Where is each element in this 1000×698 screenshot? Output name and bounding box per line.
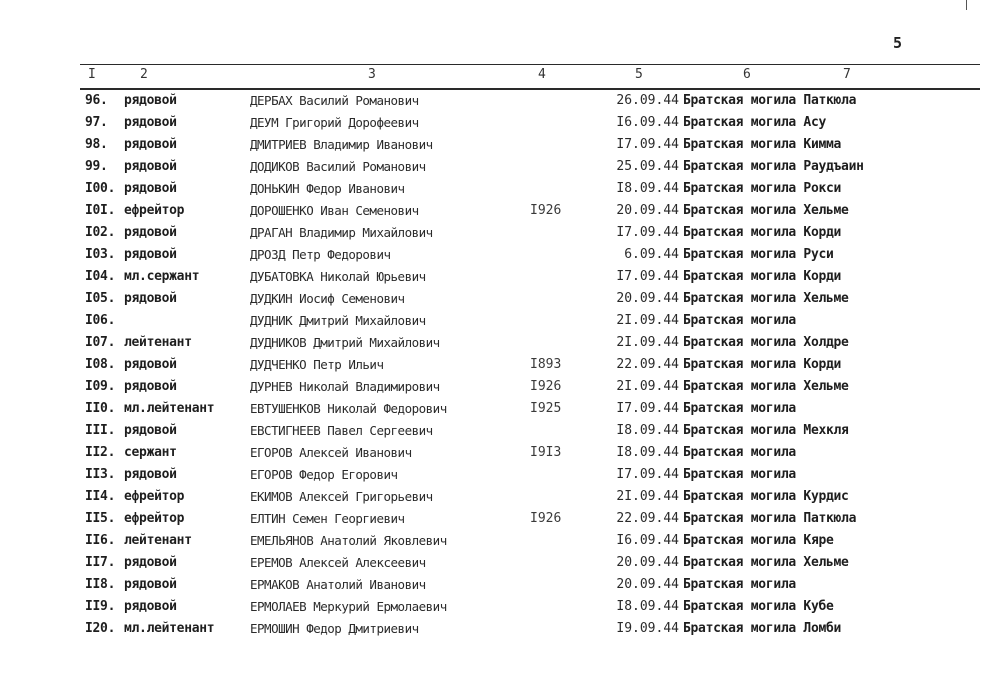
- table-row: [0, 222, 1000, 244]
- record-number: II2.: [85, 445, 116, 460]
- record-rank: лейтенант: [124, 533, 192, 548]
- record-rank: рядовой: [124, 423, 177, 438]
- record-death-date: I8.09.44: [616, 445, 679, 460]
- record-death-date: 2I.09.44: [616, 313, 679, 328]
- column-header-1: I: [88, 67, 96, 82]
- record-rank: рядовой: [124, 577, 177, 592]
- record-death-date: I6.09.44: [616, 115, 679, 130]
- record-rank: рядовой: [124, 181, 177, 196]
- record-burial-place: Братская могила: [683, 467, 796, 482]
- record-rank: ефрейтор: [124, 489, 185, 504]
- table-row: [0, 354, 1000, 376]
- record-number: I06.: [85, 313, 116, 328]
- record-number: II9.: [85, 599, 116, 614]
- record-name: ЕГОРОВ Федор Егорович: [250, 467, 398, 482]
- table-row: [0, 398, 1000, 420]
- record-rank: сержант: [124, 445, 177, 460]
- record-death-date: 2I.09.44: [616, 489, 679, 504]
- record-death-date: I8.09.44: [616, 423, 679, 438]
- table-row: [0, 596, 1000, 618]
- record-name: ДУДНИКОВ Дмитрий Михайлович: [250, 335, 440, 350]
- table-row: [0, 90, 1000, 112]
- record-name: ДУДКИН Иосиф Семенович: [250, 291, 405, 306]
- record-death-date: 25.09.44: [616, 159, 679, 174]
- table-row: [0, 112, 1000, 134]
- record-name: ЕВСТИГНЕЕВ Павел Сергеевич: [250, 423, 433, 438]
- record-birth-year: I926: [530, 511, 562, 526]
- table-row: [0, 178, 1000, 200]
- record-name: ЕВТУШЕНКОВ Николай Федорович: [250, 401, 447, 416]
- record-burial-place: Братская могила Корди: [683, 269, 842, 284]
- table-row: [0, 156, 1000, 178]
- table-row: [0, 200, 1000, 222]
- record-burial-place: Братская могила Холдре: [683, 335, 849, 350]
- record-number: I08.: [85, 357, 116, 372]
- record-rank: мл.лейтенант: [124, 621, 215, 636]
- record-death-date: I8.09.44: [616, 599, 679, 614]
- record-name: ДЕРБАХ Василий Романович: [250, 93, 419, 108]
- table-row: [0, 420, 1000, 442]
- record-burial-place: Братская могила Хельме: [683, 379, 849, 394]
- record-name: ДМИТРИЕВ Владимир Иванович: [250, 137, 433, 152]
- record-name: ЕЛТИН Семен Георгиевич: [250, 511, 405, 526]
- table-row: [0, 486, 1000, 508]
- record-burial-place: Братская могила Корди: [683, 225, 842, 240]
- record-burial-place: Братская могила: [683, 313, 796, 328]
- record-name: ЕРМОЛАЕВ Меркурий Ермолаевич: [250, 599, 447, 614]
- record-rank: мл.сержант: [124, 269, 200, 284]
- table-row: [0, 552, 1000, 574]
- record-birth-year: I893: [530, 357, 562, 372]
- record-list: [0, 90, 1000, 640]
- record-rank: рядовой: [124, 137, 177, 152]
- record-rank: ефрейтор: [124, 203, 185, 218]
- record-death-date: I6.09.44: [616, 533, 679, 548]
- record-birth-year: I925: [530, 401, 562, 416]
- record-birth-year: I926: [530, 379, 562, 394]
- record-name: ДУРНЕВ Николай Владимирович: [250, 379, 440, 394]
- table-row: [0, 288, 1000, 310]
- record-number: I09.: [85, 379, 116, 394]
- record-death-date: I7.09.44: [616, 467, 679, 482]
- corner-mark: [966, 0, 967, 10]
- record-number: 99.: [85, 159, 108, 174]
- record-death-date: I7.09.44: [616, 269, 679, 284]
- record-name: ДОДИКОВ Василий Романович: [250, 159, 426, 174]
- record-death-date: I8.09.44: [616, 181, 679, 196]
- record-burial-place: Братская могила Рокси: [683, 181, 842, 196]
- table-row: [0, 574, 1000, 596]
- record-rank: рядовой: [124, 379, 177, 394]
- record-rank: рядовой: [124, 291, 177, 306]
- record-name: ДРАГАН Владимир Михайлович: [250, 225, 433, 240]
- record-burial-place: Братская могила Корди: [683, 357, 842, 372]
- record-rank: рядовой: [124, 159, 177, 174]
- table-row: [0, 310, 1000, 332]
- record-death-date: 2I.09.44: [616, 335, 679, 350]
- record-death-date: I7.09.44: [616, 225, 679, 240]
- record-number: I00.: [85, 181, 116, 196]
- table-row: [0, 376, 1000, 398]
- record-name: ЕМЕЛЬЯНОВ Анатолий Яковлевич: [250, 533, 447, 548]
- column-header-4: 4: [538, 67, 546, 82]
- record-burial-place: Братская могила Руси: [683, 247, 834, 262]
- record-rank: рядовой: [124, 93, 177, 108]
- record-rank: рядовой: [124, 599, 177, 614]
- record-burial-place: Братская могила Кяре: [683, 533, 834, 548]
- record-name: ЕКИМОВ Алексей Григорьевич: [250, 489, 433, 504]
- record-rank: рядовой: [124, 247, 177, 262]
- record-rank: рядовой: [124, 357, 177, 372]
- record-burial-place: Братская могила: [683, 401, 796, 416]
- record-death-date: 20.09.44: [616, 291, 679, 306]
- record-number: II0.: [85, 401, 116, 416]
- record-burial-place: Братская могила: [683, 577, 796, 592]
- record-death-date: 20.09.44: [616, 555, 679, 570]
- table-row: [0, 508, 1000, 530]
- record-burial-place: Братская могила Асу: [683, 115, 827, 130]
- record-name: ДРОЗД Петр Федорович: [250, 247, 391, 262]
- table-row: [0, 530, 1000, 552]
- record-number: I02.: [85, 225, 116, 240]
- record-death-date: 20.09.44: [616, 577, 679, 592]
- column-header-6: 6: [743, 67, 751, 82]
- record-death-date: I9.09.44: [616, 621, 679, 636]
- record-burial-place: Братская могила Хельме: [683, 291, 849, 306]
- record-name: ДУДЧЕНКО Петр Ильич: [250, 357, 384, 372]
- record-burial-place: Братская могила Раудъаин: [683, 159, 864, 174]
- column-header-7: 7: [843, 67, 851, 82]
- record-rank: рядовой: [124, 555, 177, 570]
- record-number: II6.: [85, 533, 116, 548]
- record-name: ЕРМОШИН Федор Дмитриевич: [250, 621, 419, 636]
- record-death-date: I7.09.44: [616, 401, 679, 416]
- record-number: 97.: [85, 115, 108, 130]
- record-name: ДОРОШЕНКО Иван Семенович: [250, 203, 419, 218]
- table-row: [0, 464, 1000, 486]
- record-burial-place: Братская могила Курдис: [683, 489, 849, 504]
- record-number: 96.: [85, 93, 108, 108]
- record-name: ЕРЕМОВ Алексей Алексеевич: [250, 555, 426, 570]
- record-name: ДОНЬКИН Федор Иванович: [250, 181, 405, 196]
- table-row: [0, 244, 1000, 266]
- record-rank: мл.лейтенант: [124, 401, 215, 416]
- record-death-date: I7.09.44: [616, 137, 679, 152]
- record-number: II8.: [85, 577, 116, 592]
- record-death-date: 6.09.44: [624, 247, 679, 262]
- record-death-date: 20.09.44: [616, 203, 679, 218]
- record-rank: рядовой: [124, 115, 177, 130]
- record-birth-year: I9I3: [530, 445, 562, 460]
- record-burial-place: Братская могила Кимма: [683, 137, 842, 152]
- record-death-date: 22.09.44: [616, 357, 679, 372]
- record-birth-year: I926: [530, 203, 562, 218]
- record-death-date: 22.09.44: [616, 511, 679, 526]
- record-name: ДЕУМ Григорий Дорофеевич: [250, 115, 419, 130]
- record-number: I04.: [85, 269, 116, 284]
- record-number: I05.: [85, 291, 116, 306]
- record-number: I07.: [85, 335, 116, 350]
- table-row: [0, 618, 1000, 640]
- record-number: III.: [85, 423, 116, 438]
- record-name: ЕГОРОВ Алексей Иванович: [250, 445, 412, 460]
- table-row: [0, 134, 1000, 156]
- table-row: [0, 266, 1000, 288]
- record-death-date: 26.09.44: [616, 93, 679, 108]
- record-rank: лейтенант: [124, 335, 192, 350]
- record-number: II4.: [85, 489, 116, 504]
- record-rank: ефрейтор: [124, 511, 185, 526]
- record-burial-place: Братская могила Паткюла: [683, 93, 857, 108]
- record-burial-place: Братская могила Хельме: [683, 555, 849, 570]
- table-row: [0, 332, 1000, 354]
- record-number: I20.: [85, 621, 116, 636]
- record-burial-place: Братская могила Кубе: [683, 599, 834, 614]
- record-name: ЕРМАКОВ Анатолий Иванович: [250, 577, 426, 592]
- column-header-5: 5: [635, 67, 643, 82]
- record-burial-place: Братская могила Ломби: [683, 621, 842, 636]
- header-top-rule: [80, 64, 980, 65]
- record-name: ДУБАТОВКА Николай Юрьевич: [250, 269, 426, 284]
- record-number: II7.: [85, 555, 116, 570]
- record-number: II5.: [85, 511, 116, 526]
- record-name: ДУДНИК Дмитрий Михайлович: [250, 313, 426, 328]
- column-header-2: 2: [140, 67, 148, 82]
- record-rank: рядовой: [124, 467, 177, 482]
- record-burial-place: Братская могила Мехкля: [683, 423, 849, 438]
- record-burial-place: Братская могила Хельме: [683, 203, 849, 218]
- record-number: I0I.: [85, 203, 116, 218]
- record-death-date: 2I.09.44: [616, 379, 679, 394]
- record-burial-place: Братская могила Паткюла: [683, 511, 857, 526]
- record-number: 98.: [85, 137, 108, 152]
- column-header-3: 3: [368, 67, 376, 82]
- record-burial-place: Братская могила: [683, 445, 796, 460]
- record-number: I03.: [85, 247, 116, 262]
- table-row: [0, 442, 1000, 464]
- record-rank: рядовой: [124, 225, 177, 240]
- record-number: II3.: [85, 467, 116, 482]
- page-number: 5: [893, 34, 903, 52]
